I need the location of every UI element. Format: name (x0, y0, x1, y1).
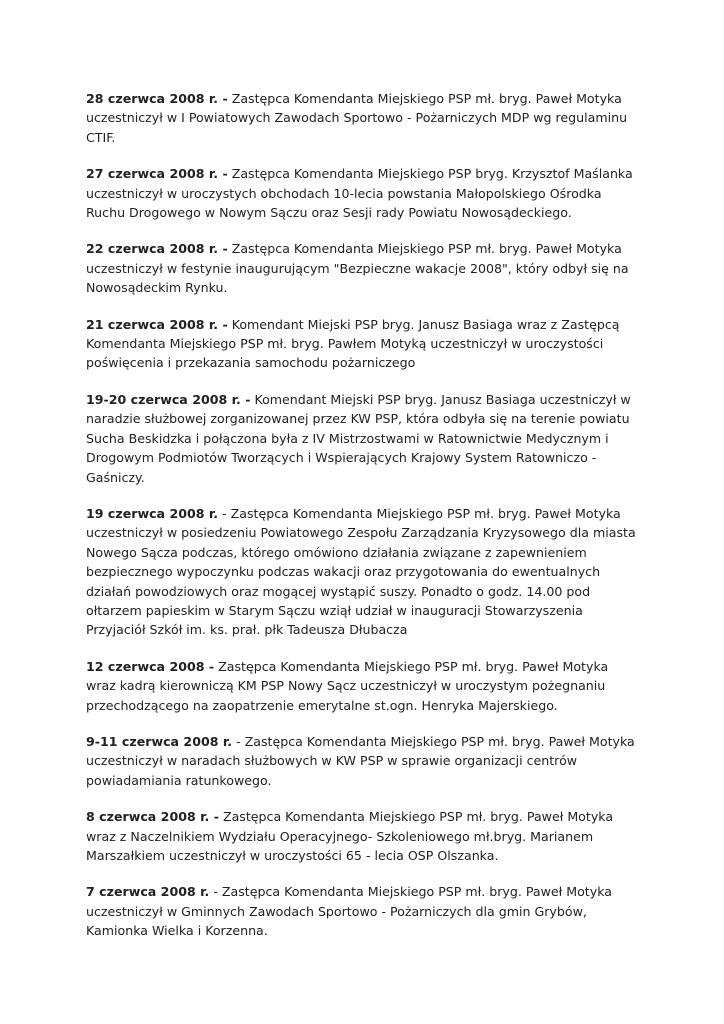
entry-text: - Zastępca Komendanta Miejskiego PSP mł. bryg. Paweł Motyka uczestniczył w posiedzeniu Powiatowego Zespołu Zarządzania Kryzysowego dla miasta Nowego Sącza podczas, którego omówiono działania związane z zapewnieniem bezpiecznego wypoczynku podczas wakacji oraz przygotowania do ewentualnych działań powodziowych oraz mogącej wystąpić suszy. Ponadto o godz. 14.00 pod ołtarzem papieskim w Starym Sączu wziął udział w inauguracji Stowarzyszenia Przyjaciół Szkół im. ks. prał. płk Tadeusza Dłubacza (86, 505, 636, 638)
entry-text: Komendant Miejski PSP bryg. Janusz Basiaga wraz z Zastępcą Komendanta Miejskiego PSP mł. bryg. Pawłem Motyką uczestniczył w uroczystości poświęcenia i przekazania samochodu pożarniczego (86, 316, 620, 371)
entry-date: 21 czerwca 2008 r. - (86, 316, 228, 332)
entry-text: Zastępca Komendanta Miejskiego PSP mł. bryg. Paweł Motyka wraz z Naczelnikiem Wydziału Operacyjnego- Szkoleniowego mł.bryg. Marianem Marszałkiem uczestniczył w uroczystości 65 - lecia OSP Olszanka. (86, 809, 614, 863)
entry-text: - Zastępca Komendanta Miejskiego PSP mł. bryg. Paweł Motyka uczestniczył w Gminnych Zawodach Sportowo - Pożarniczych dla gmin Grybów, Kamionka Wielka i Korzenna. (86, 884, 612, 939)
entry-date: 8 czerwca 2008 r. - (86, 809, 219, 825)
entry-text: Zastępca Komendanta Miejskiego PSP mł. bryg. Paweł Motyka uczestniczył w I Powiatowych Zawodach Sportowo - Pożarniczych MDP wg regulaminu CTIF. (86, 91, 628, 145)
news-entry (86, 807, 642, 865)
news-entry (86, 239, 642, 297)
news-entry (86, 164, 642, 222)
entry-text: Zastępca Komendanta Miejskiego PSP mł. bryg. Paweł Motyka uczestniczył w festynie inaugurującym "Bezpieczne wakacje 2008", który odbył się na Nowosądeckim Rynku. (86, 241, 629, 296)
entry-date: 22 czerwca 2008 r. - (86, 241, 228, 257)
entry-date: 19-20 czerwca 2008 r. - (86, 391, 251, 407)
news-entry (86, 732, 642, 790)
news-entry (86, 882, 642, 940)
news-entry (86, 315, 642, 373)
entry-text: Komendant Miejski PSP bryg. Janusz Basiaga uczestniczył w naradzie służbowej zorganizowanej przez KW PSP, która odbyła się na terenie powiatu Sucha Beskidzka i połączona była z IV Mistrzostwami w Ratownictwie Medycznym i Drogowym Podmiotów Tworzących i Wspierających Krajowy System Ratowniczo - Gaśniczy. (86, 391, 631, 485)
news-entry (86, 89, 642, 147)
entry-text: - Zastępca Komendanta Miejskiego PSP mł. bryg. Paweł Motyka uczestniczył w naradach służbowych w KW PSP w sprawie organizacji centrów powiadamiania ratunkowego. (86, 733, 635, 788)
entry-date: 7 czerwca 2008 r. (86, 884, 210, 900)
news-entry (86, 390, 642, 487)
entry-date: 12 czerwca 2008 - (86, 658, 215, 674)
entry-date: 9-11 czerwca 2008 r. (86, 733, 233, 749)
document-body (86, 89, 642, 958)
entry-date: 19 czerwca 2008 r. (86, 505, 219, 521)
news-entry (86, 657, 642, 715)
entry-date: 28 czerwca 2008 r. - (86, 91, 228, 106)
news-entry (86, 504, 642, 640)
entry-date: 27 czerwca 2008 r. - (86, 166, 228, 182)
entry-text: Zastępca Komendanta Miejskiego PSP bryg. Krzysztof Maślanka uczestniczył w uroczystych obchodach 10-lecia powstania Małopolskiego Ośrodka Ruchu Drogowego w Nowym Sączu oraz Sesji rady Powiatu Nowosądeckiego. (86, 166, 633, 221)
entry-text: Zastępca Komendanta Miejskiego PSP mł. bryg. Paweł Motyka wraz kadrą kierowniczą KM PSP Nowy Sącz uczestniczył w uroczystym pożegnaniu przechodzącego na zaopatrzenie emerytalne st.ogn. Henryka Majerskiego. (86, 658, 609, 713)
